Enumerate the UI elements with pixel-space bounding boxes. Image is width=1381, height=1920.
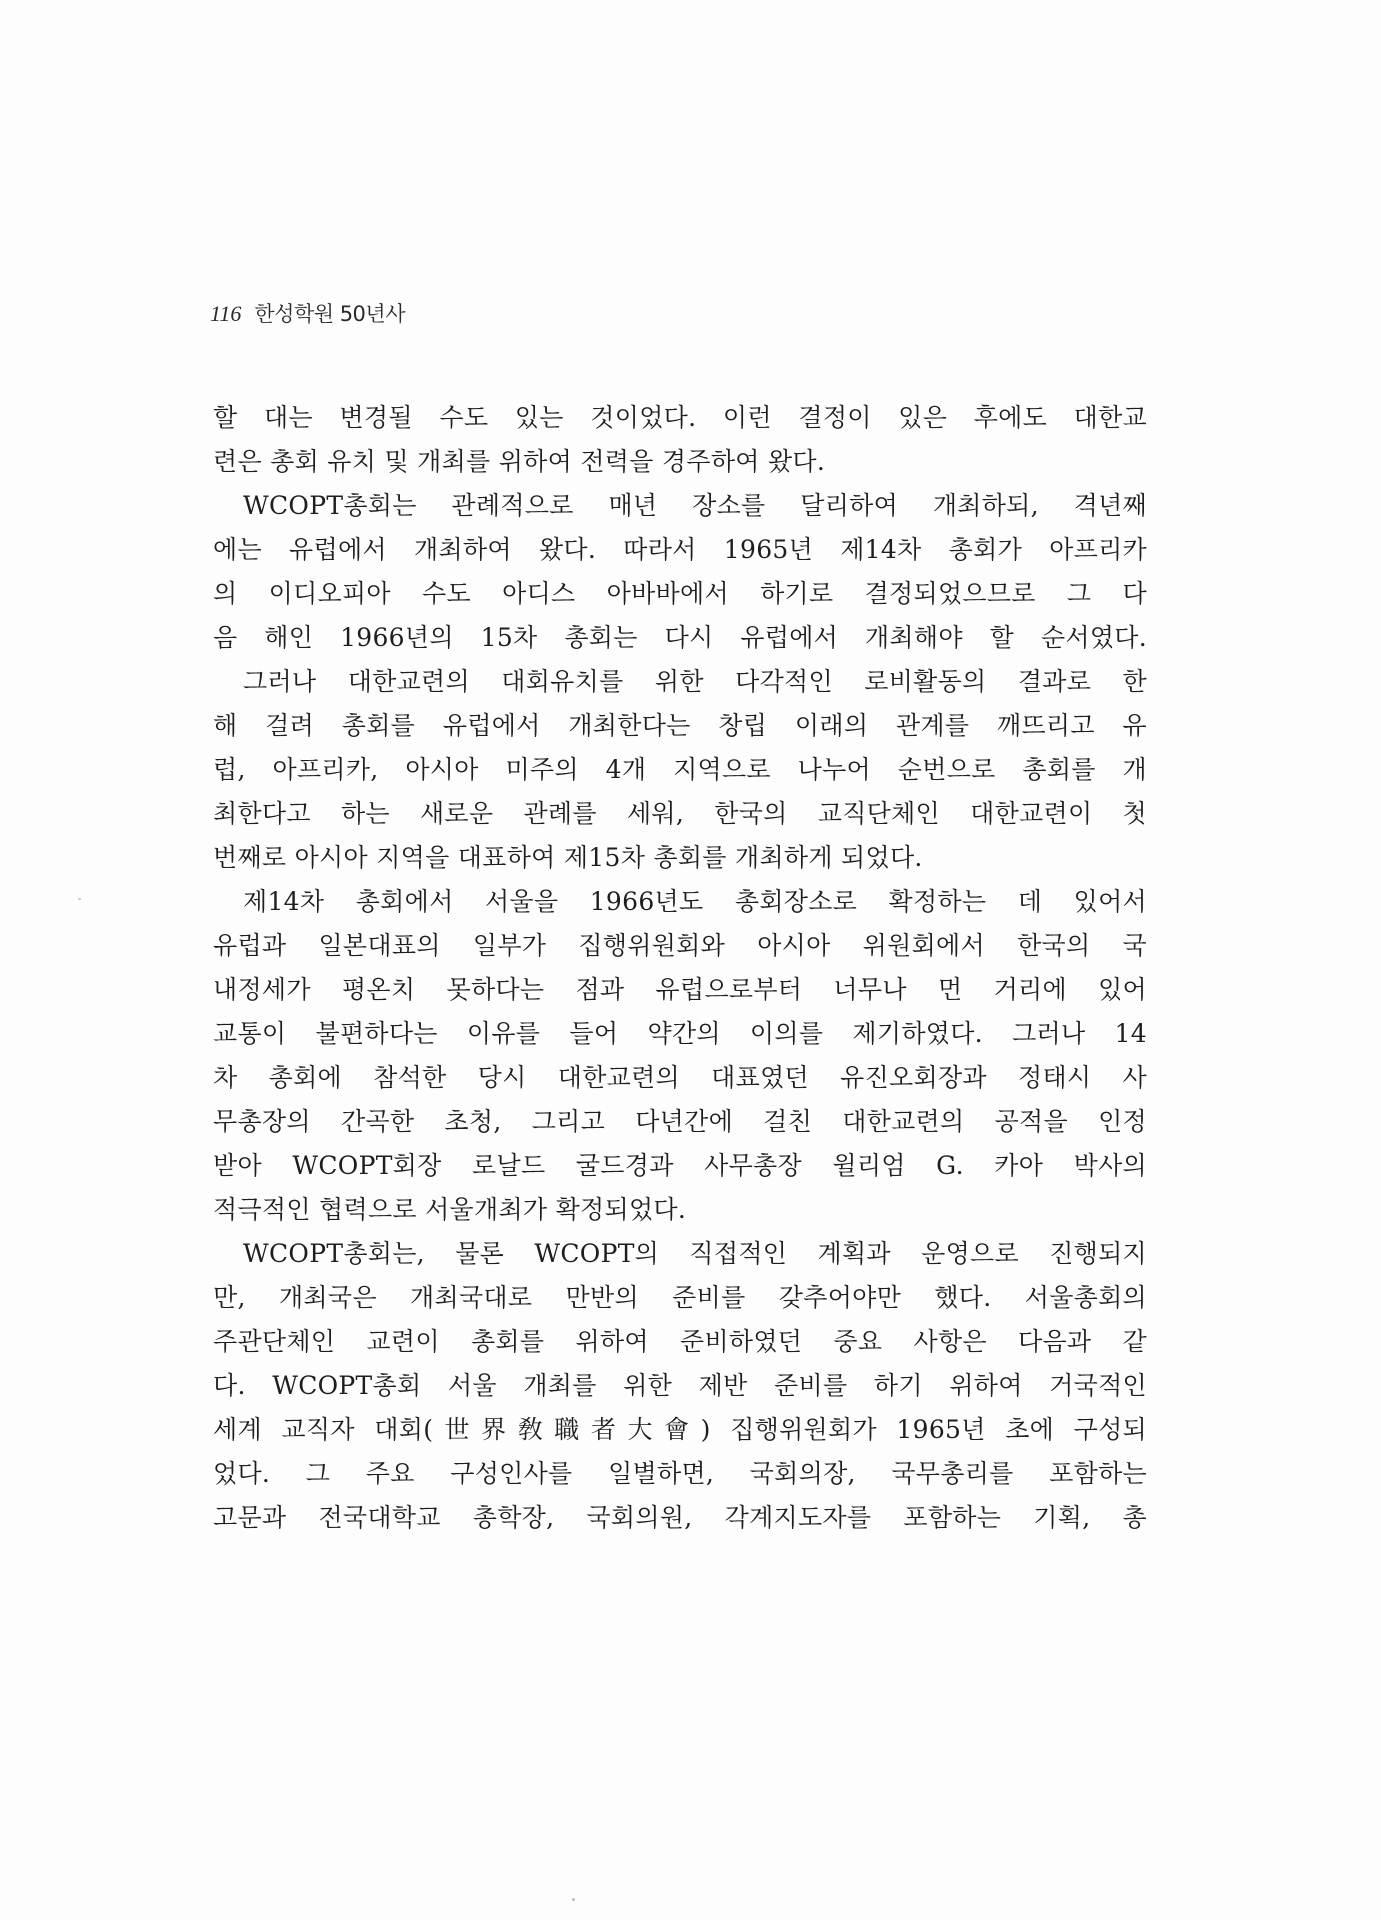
text-line: 할 대는 변경될 수도 있는 것이었다. 이런 결정이 있은 후에도 대한교 [213, 403, 1147, 432]
text-line: 에는 유럽에서 개최하여 왔다. 따라서 1965년 제14차 총회가 아프리카 [213, 535, 1147, 564]
scan-dot [572, 1898, 575, 1901]
text-line: 세계 교직자 대회(世界敎職者大會) 집행위원회가 1965년 초에 구성되 [213, 1415, 1147, 1444]
running-header [210, 296, 405, 333]
paragraph-first-line: 제14차 총회에서 서울을 1966년도 총회장소로 확정하는 데 있어서 [243, 887, 1147, 916]
text-line: 해 걸려 총회를 유럽에서 개최한다는 창립 이래의 관계를 깨뜨리고 유 [213, 711, 1147, 740]
paragraph-first-line: 그러나 대한교련의 대회유치를 위한 다각적인 로비활동의 결과로 한 [243, 667, 1147, 696]
text-line: 주관단체인 교련이 총회를 위하여 준비하였던 중요 사항은 다음과 같 [213, 1327, 1147, 1356]
text-line: 련은 총회 유치 및 개최를 위하여 전력을 경주하여 왔다. [213, 447, 826, 476]
text-line: 의 이디오피아 수도 아디스 아바바에서 하기로 결정되었으므로 그 다 [213, 579, 1147, 608]
text-line: 무총장의 간곡한 초청, 그리고 다년간에 걸친 대한교련의 공적을 인정 [213, 1107, 1147, 1136]
text-line: 교통이 불편하다는 이유를 들어 약간의 이의를 제기하였다. 그러나 14 [213, 1019, 1147, 1048]
text-line: 럽, 아프리카, 아시아 미주의 4개 지역으로 나누어 순번으로 총회를 개 [213, 755, 1147, 784]
text-line: 번째로 아시아 지역을 대표하여 제15차 총회를 개최하게 되었다. [213, 843, 923, 872]
book-title: 한성학원 50년사 [254, 302, 405, 326]
text-line: 다. WCOPT총회 서울 개최를 위한 제반 준비를 하기 위하여 거국적인 [213, 1371, 1147, 1400]
paragraph-first-line: WCOPT총회는 관례적으로 매년 장소를 달리하여 개최하되, 격년째 [243, 491, 1147, 520]
text-line: 차 총회에 참석한 당시 대한교련의 대표였던 유진오회장과 정태시 사 [213, 1063, 1147, 1092]
text-line: 내정세가 평온치 못하다는 점과 유럽으로부터 너무나 먼 거리에 있어 [213, 975, 1147, 1004]
text-line: 었다. 그 주요 구성인사를 일별하면, 국회의장, 국무총리를 포함하는 [213, 1459, 1147, 1488]
text-line: 고문과 전국대학교 총학장, 국회의원, 각계지도자를 포함하는 기획, 총 [213, 1503, 1147, 1532]
text-line: 최한다고 하는 새로운 관례를 세워, 한국의 교직단체인 대한교련이 첫 [213, 799, 1147, 828]
paragraph-first-line: WCOPT총회는, 물론 WCOPT의 직접적인 계획과 운영으로 진행되지 [243, 1239, 1147, 1268]
text-line: 적극적인 협력으로 서울개최가 확정되었다. [213, 1195, 687, 1224]
text-line: 받아 WCOPT회장 로날드 굴드경과 사무총장 윌리엄 G. 카아 박사의 [213, 1151, 1147, 1180]
page-number: 116 [210, 301, 242, 326]
text-line: 음 해인 1966년의 15차 총회는 다시 유럽에서 개최해야 할 순서였다. [213, 623, 1147, 652]
text-line: 만, 개최국은 개최국대로 만반의 준비를 갖추어야만 했다. 서울총회의 [213, 1283, 1147, 1312]
text-line: 유럽과 일본대표의 일부가 집행위원회와 아시아 위원회에서 한국의 국 [213, 931, 1147, 960]
scan-mark [78, 898, 81, 900]
